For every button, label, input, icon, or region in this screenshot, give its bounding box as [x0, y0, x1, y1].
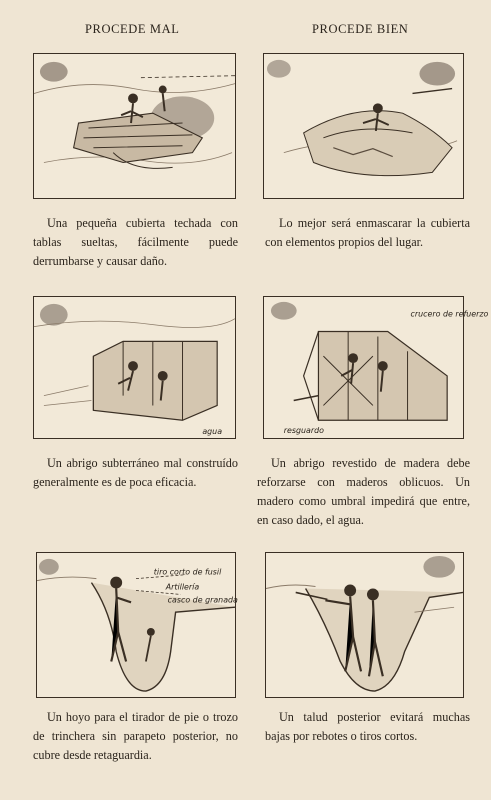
label-crucero-de-refuerzo: crucero de refuerzo: [410, 309, 489, 319]
label-agua: agua: [202, 427, 223, 437]
caption-row1-right: Lo mejor será enmascarar la cubierta con elementos propios del lugar.: [265, 216, 470, 249]
illustration-covered-shelter-good: [263, 53, 464, 199]
illustration-covered-shelter-bad: [33, 53, 236, 199]
label-casco-de-granada: casco de granada: [167, 595, 238, 605]
header-procede-mal: PROCEDE MAL: [85, 22, 180, 36]
label-artilleria: Artillería: [165, 582, 200, 592]
caption-row3-left: Un hoyo para el tirador de pie o trozo de trinchera sin parapeto posterior, no cubre desde retaguardia.: [33, 710, 238, 762]
caption-row2-right: Un abrigo revestido de madera debe reforzarse con maderos oblicuos. Un madero como umbral impedirá que entre, en caso dado, el agua.: [257, 456, 470, 527]
illustration-rifle-pit-good: [265, 552, 464, 698]
label-resguardo: resguardo: [283, 426, 325, 436]
caption-row3-right: Un talud posterior evitará muchas bajas por rebotes o tiros cortos.: [265, 710, 470, 743]
caption-row2-left: Un abrigo subterráneo mal construído generalmente es de poca eficacia.: [33, 456, 238, 489]
illustration-rifle-pit-bad: [36, 552, 236, 698]
illustration-underground-shelter-good: [263, 296, 489, 439]
label-tiro-corto-de-fusil: tiro corto de fusil: [153, 567, 222, 577]
illustration-underground-shelter-bad: [33, 296, 236, 439]
caption-row1-left: Una pequeña cubierta techada con tablas sueltas, fácilmente puede derrumbarse y causar daño.: [33, 216, 238, 268]
header-procede-bien: PROCEDE BIEN: [312, 22, 409, 36]
